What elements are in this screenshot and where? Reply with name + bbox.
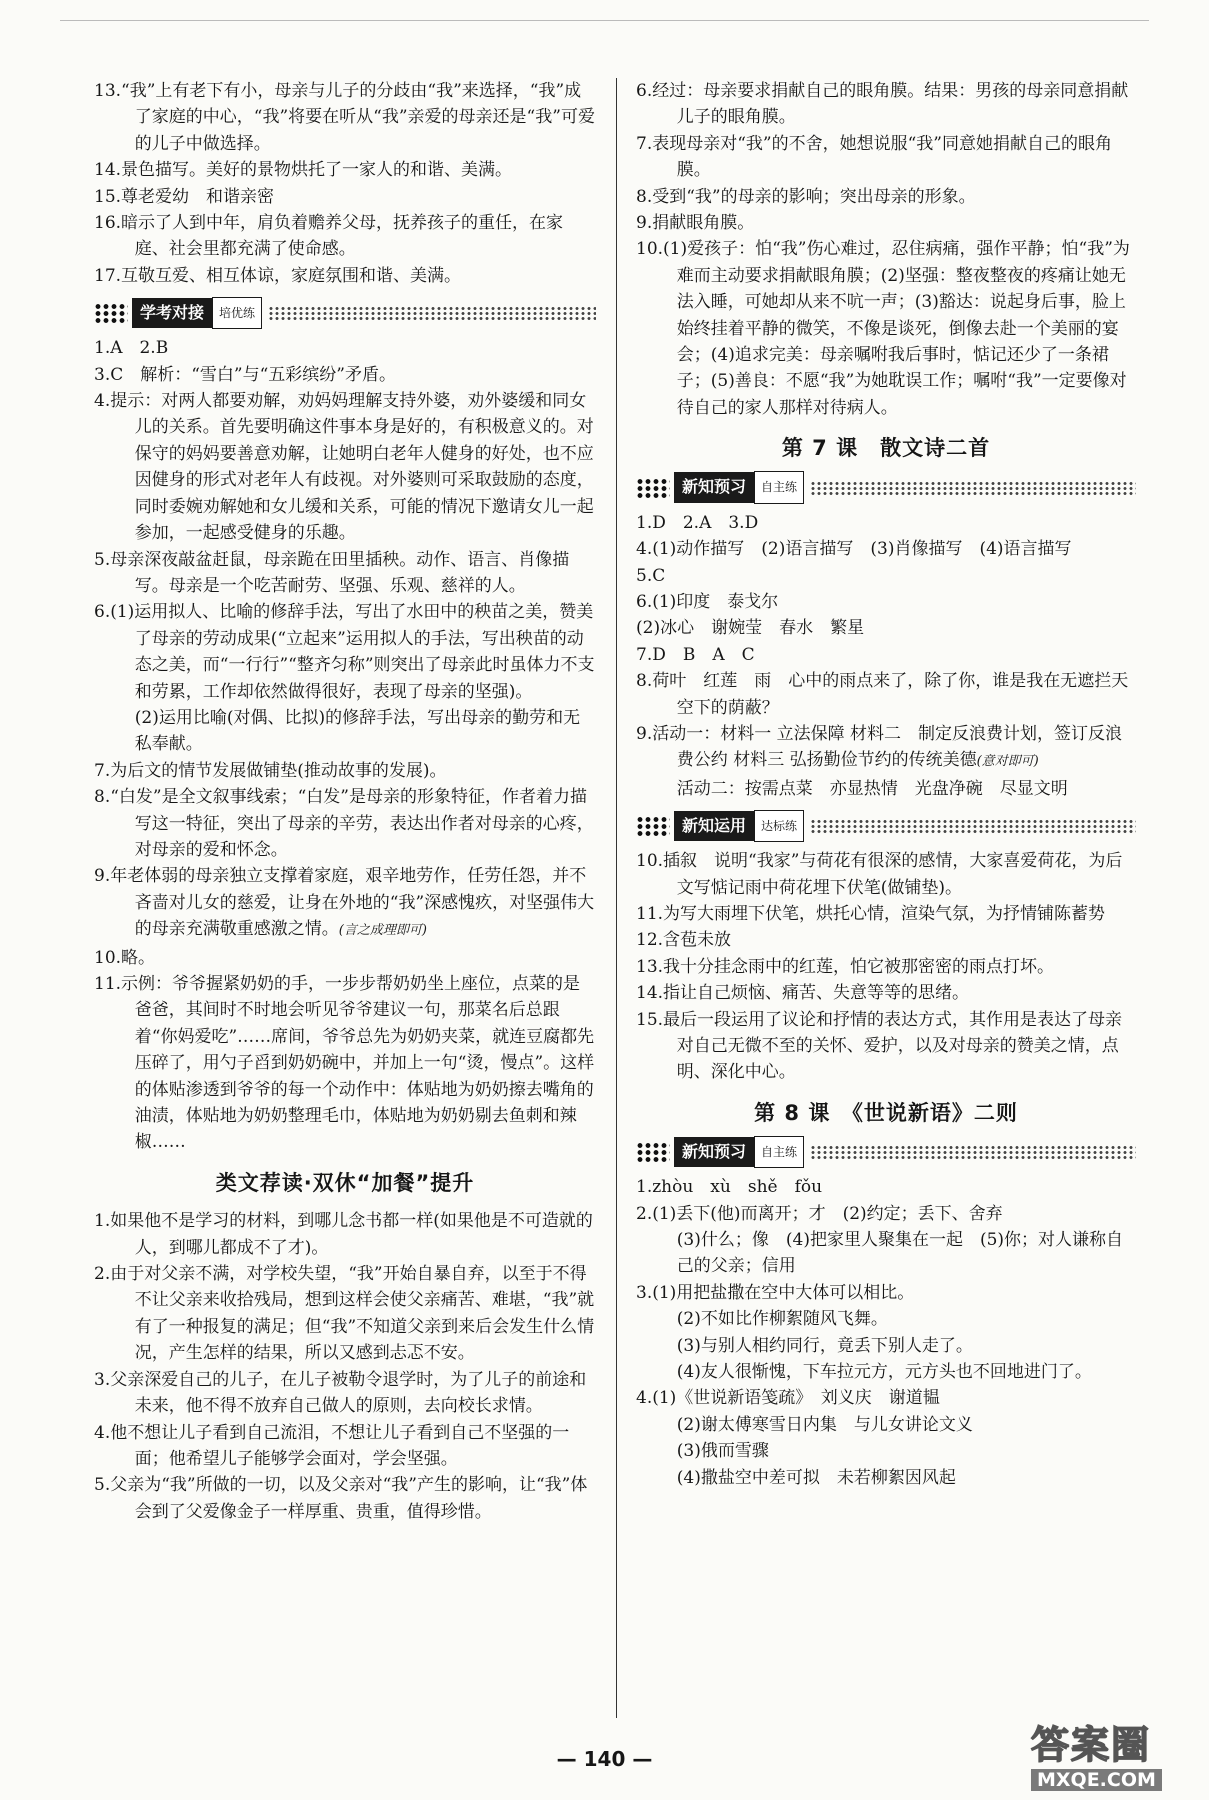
dotted-rule	[810, 1145, 1136, 1159]
badge-main-label: 新知预习	[674, 472, 754, 502]
answer-subitem: (3)俄而雪骤	[676, 1441, 769, 1462]
answer-item: 7.表现母亲对“我”的不舍，她想说服“我”同意她捐献自己的眼角膜。	[636, 133, 1112, 181]
answer-item: 7.D B A C	[636, 644, 755, 665]
badge-main-label: 学考对接	[132, 298, 212, 328]
answer-item: 6.(1)运用拟人、比喻的修辞手法，写出了水田中的秧苗之美，赞美了母亲的劳动成果(“立起来”运用拟人的手法，写出秧苗的动态之美，而“一行行”“整齐匀称”则突出了母亲此时虽体力不支和劳累，工作却依然做得很好，表现了母亲的坚强)。	[94, 602, 595, 702]
badge-sub-label: 培优练	[212, 297, 262, 329]
answer-item: 16.暗示了人到中年，肩负着赡养父母，抚养孩子的重任，在家庭、社会里都充满了使命感。	[94, 213, 564, 260]
dotted-rule	[268, 306, 596, 320]
answers-block-5	[94, 1208, 596, 1525]
answer-item: 6.经过：母亲要求捐献自己的眼角膜。结果：男孩的母亲同意捐献儿子的眼角膜。	[636, 81, 1129, 128]
answer-item: 3.C 解析：“雪白”与“五彩缤纷”矛盾。	[94, 364, 396, 385]
badge-main-label: 新知预习	[674, 1137, 754, 1167]
answer-item: 3.(1)用把盐撒在空中大体可以相比。	[636, 1282, 915, 1303]
left-column	[94, 78, 596, 1525]
answer-subitem: (3)什么；像 (4)把家里人聚集在一起 (5)你；对人谦称自己的父亲；信用	[676, 1230, 1124, 1277]
badge-sub-label: 自主练	[754, 471, 804, 503]
answer-item: 1.A 2.B	[94, 338, 169, 359]
dotted-rule	[810, 819, 1136, 833]
answer-item: 9.捐献眼角膜。	[636, 213, 755, 234]
watermark-logo	[1031, 1714, 1181, 1791]
answer-item: 5.父亲为“我”所做的一切，以及父亲对“我”产生的影响，让“我”体会到了父爱像金子一样厚重、贵重，值得珍惜。	[94, 1475, 588, 1522]
lesson-8-title: 第 8 课 《世说新语》二则	[754, 1100, 1018, 1125]
section-badge-xuekao	[94, 299, 596, 327]
top-rule	[60, 20, 1149, 21]
section-badge-xinzhi-yuxi	[636, 474, 1136, 502]
badge-main-label: 新知运用	[674, 811, 754, 841]
watermark-text: 答案圈	[1031, 1723, 1152, 1767]
answer-item: 14.景色描写。美好的景物烘托了一家人的和谐、美满。	[94, 160, 513, 181]
answer-note: (意对即可)	[976, 754, 1039, 770]
answer-item	[94, 863, 596, 944]
watermark-url: MXQE.COM	[1031, 1769, 1162, 1791]
answers-block-2	[94, 335, 596, 1156]
dot-grid-icon	[636, 1142, 670, 1162]
answer-item: 13.我十分挂念雨中的红莲，怕它被那密密的雨点打坏。	[636, 956, 1055, 977]
answer-item: 15.尊老爱幼 和谐亲密	[94, 186, 275, 207]
answer-subitem: (2)谢太傅寒雪日内集 与儿女讲论文义	[676, 1414, 973, 1435]
answer-item: 1.D 2.A 3.D	[636, 512, 759, 533]
answer-subitem: (3)与别人相约同行，竟丢下别人走了。	[676, 1335, 973, 1356]
answers-block-r5	[636, 1174, 1136, 1491]
answer-item	[636, 721, 1136, 776]
answer-note: (言之成理即可)	[338, 923, 427, 939]
badge-sub-label: 达标练	[754, 810, 804, 842]
answer-item: 8.“白发”是全文叙事线索；“白发”是母亲的形象特征，作者着力描写这一特征，突出了母亲的辛劳，表达出作者对母亲的心疼，对母亲的爱和怀念。	[94, 787, 594, 860]
answer-item: 10.插叙 说明“我家”与荷花有很深的感情，大家喜爱荷花，为后文写惦记雨中荷花埋下伏笔(做铺垫)。	[636, 851, 1123, 898]
answer-item: 6.(1)印度 泰戈尔	[636, 591, 779, 612]
answer-text: 9.活动一：材料一 立法保障 材料二 制定反浪费计划，签订反浪费公约 材料三 弘扬勤俭节约的传统美德	[636, 723, 1123, 771]
answer-item: 3.父亲深爱自己的儿子，在儿子被勒令退学时，为了儿子的前途和未来，他不得不放弃自己做人的原则，去向校长求情。	[94, 1369, 587, 1417]
answer-item: 10.略。	[94, 947, 156, 968]
answer-item: 13.“我”上有老下有小，母亲与儿子的分歧由“我”来选择，“我”成了家庭的中心，“我”将要在听从“我”亲爱的母亲还是“我”可爱的儿子中做选择。	[94, 81, 595, 154]
answers-block-1	[94, 78, 596, 289]
section-title: 类文荐读·双休“加餐”提升	[215, 1170, 475, 1195]
dot-grid-icon	[94, 303, 128, 323]
answer-item: 2.(1)丢下(他)而离开；才 (2)约定；丢下、舍弃	[636, 1203, 1003, 1224]
answer-item: 17.互敬互爱、相互体谅，家庭氛围和谐、美满。	[94, 265, 462, 286]
answer-item: 15.最后一段运用了议论和抒情的表达方式，其作用是表达了母亲对自己无微不至的关怀、爱护，以及对母亲的赞美之情，点明、深化中心。	[636, 1009, 1123, 1083]
answer-item: 8.受到“我”的母亲的影响；突出母亲的形象。	[636, 186, 976, 207]
section-badge-xinzhi-yunyong	[636, 812, 1136, 840]
answers-block-r4	[636, 848, 1136, 1086]
answer-subitem: (4)友人很惭愧，下车拉元方，元方头也不回地进门了。	[676, 1362, 1092, 1383]
dot-grid-icon	[636, 816, 670, 836]
lesson-7-title: 第 7 课 散文诗二首	[781, 436, 991, 461]
page-number: — 140 —	[556, 1747, 653, 1771]
right-column	[636, 78, 1136, 1491]
answers-block-r1	[636, 78, 1136, 421]
answer-item: 5.母亲深夜敲盆赶鼠，母亲跪在田里插秧。动作、语言、肖像描写。母亲是一个吃苦耐劳、坚强、乐观、慈祥的人。	[94, 549, 570, 596]
dotted-rule	[810, 481, 1136, 495]
answer-subitem: (2)运用比喻(对偶、比拟)的修辞手法，写出母亲的勤劳和无私奉献。	[134, 707, 581, 755]
answer-item: 2.由于对父亲不满，对学校失望，“我”开始自暴自弃，以至于不得不让父亲来收拾残局，想到这样会使父亲痛苦、难堪，“我”就有了一种报复的满足；但“我”不知道父亲到来后会发生什么情况，产生怎样的结果，所以又感到忐忑不安。	[94, 1264, 595, 1364]
answer-item: 11.为写大雨埋下伏笔，烘托心情，渲染气氛，为抒情铺陈蓄势	[636, 903, 1106, 924]
column-divider	[616, 78, 617, 1718]
answer-item: 4.(1)《世说新语笺疏》 刘义庆 谢道韫	[636, 1388, 940, 1409]
answer-item: 1.zhòu xù shě fǒu	[636, 1177, 823, 1198]
answer-subitem: (2)不如比作柳絮随风飞舞。	[676, 1309, 888, 1330]
answer-item: 4.(1)动作描写 (2)语言描写 (3)肖像描写 (4)语言描写	[636, 539, 1072, 560]
answer-item: 10.(1)爱孩子：怕“我”伤心难过，忍住病痛，强作平静；怕“我”为难而主动要求捐献眼角膜；(2)坚强：整夜整夜的疼痛让她无法入睡，可她却从来不吭一声；(3)豁达：说起身后事，脸上始终挂着平静的微笑，不像是谈死，倒像去赴一个美丽的宴会；(4)追求完美：母亲嘱咐我后事时，惦记还少了一条裙子；(5)善良：不愿“我”为她耽误工作；嘱咐“我”一定要像对待自己的家人那样对待病人。	[636, 239, 1130, 418]
answer-item: 7.为后文的情节发展做铺垫(推动故事的发展)。	[94, 760, 447, 781]
dot-grid-icon	[636, 478, 670, 498]
badge-sub-label: 自主练	[754, 1136, 804, 1168]
section-badge-xinzhi-yuxi-2	[636, 1138, 1136, 1166]
answer-subitem: (4)撒盐空中差可拟 未若柳絮因风起	[676, 1467, 956, 1488]
answer-subitem: 活动二：按需点菜 亦显热情 光盘净碗 尽显文明	[676, 778, 1068, 799]
answer-item: 4.他不想让儿子看到自己流泪，不想让儿子看到自己不坚强的一面；他希望儿子能够学会面对，学会坚强。	[94, 1422, 570, 1469]
answer-item: 1.如果他不是学习的材料，到哪儿念书都一样(如果他是不可造就的人，到哪儿都成不了才)。	[94, 1211, 593, 1258]
answer-item: 4.提示：对两人都要劝解，劝妈妈理解支持外婆，劝外婆缓和同女儿的关系。首先要明确这件事本身是好的，有积极意义的。对保守的妈妈要善意劝解，让她明白老年人健身的好处，也不应因健身的形式对老年人有歧视。对外婆则可采取鼓励的态度，同时委婉劝解她和女儿缓和关系，可能的情况下邀请女儿一起参加，一起感受健身的乐趣。	[94, 391, 594, 544]
answer-subitem: (2)冰心 谢婉莹 春水 繁星	[636, 618, 865, 639]
answer-text: 9.年老体弱的母亲独立支撑着家庭，艰辛地劳作，任劳任怨，并不吝啬对儿女的慈爱，让身在外地的“我”深感愧疚，对坚强伟大的母亲充满敬重感激之情。	[94, 866, 595, 940]
answer-item: 8.荷叶 红莲 雨 心中的雨点来了，除了你，谁是我在无遮拦天空下的荫蔽？	[636, 671, 1129, 718]
answer-item: 12.含苞未放	[636, 930, 732, 951]
answer-item: 11.示例：爷爷握紧奶奶的手，一步步帮奶奶坐上座位，点菜的是爸爸，其间时不时地会听见爷爷建议一句，那菜名后总跟着“你妈爱吃”……席间，爷爷总先为奶奶夹菜，就连豆腐都先压碎了，用勺子舀到奶奶碗中，并加上一句“烫，慢点”。这样的体贴渗透到爷爷的每一个动作中：体贴地为奶奶擦去嘴角的油渍，体贴地为奶奶整理毛巾，体贴地为奶奶剔去鱼刺和辣椒……	[94, 974, 595, 1153]
answer-item: 5.C	[636, 565, 666, 586]
answer-item: 14.指让自己烦恼、痛苦、失意等等的思绪。	[636, 983, 970, 1004]
answers-block-r2	[636, 510, 1136, 802]
